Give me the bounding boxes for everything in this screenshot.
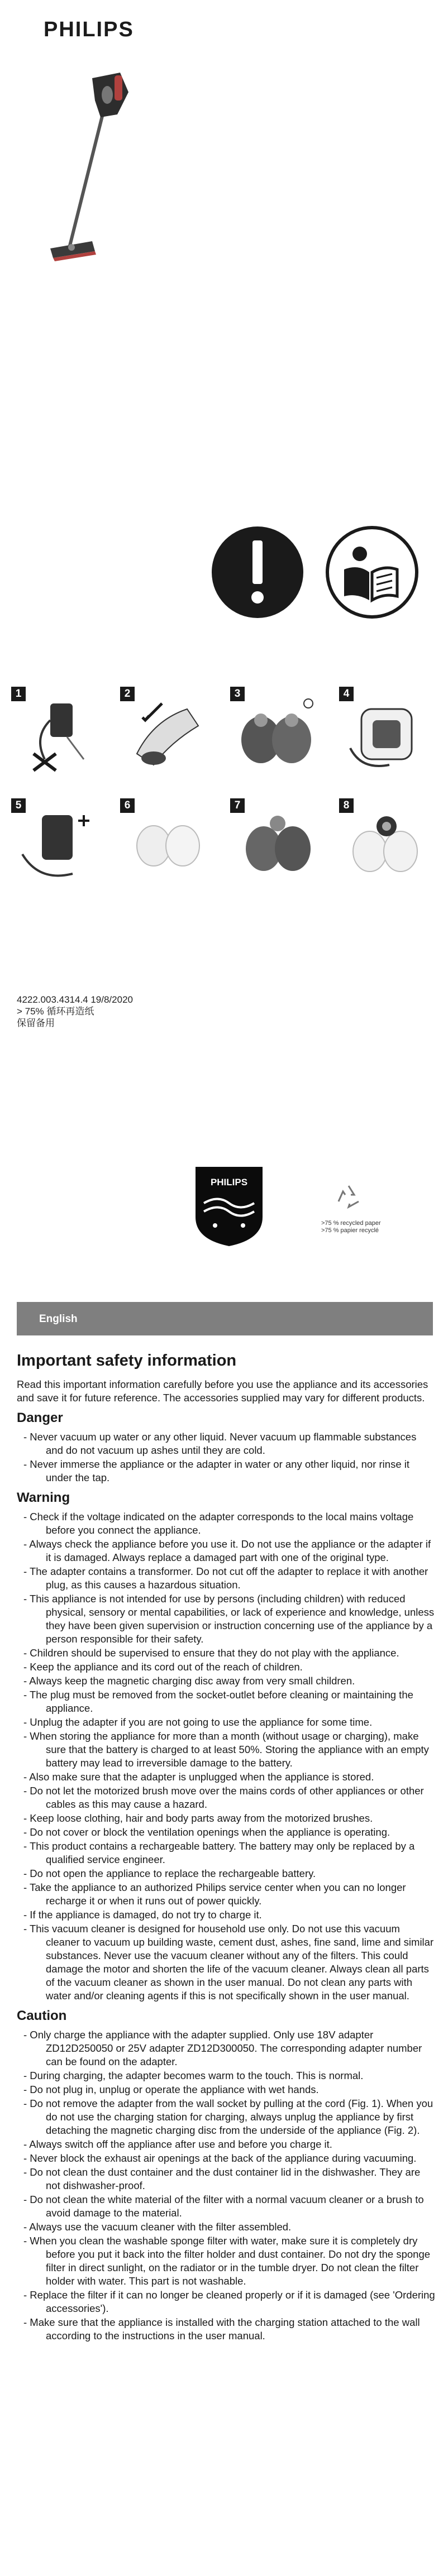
warning-heading: Warning — [17, 1490, 70, 1505]
list-item: - Only charge the appliance with the adapter supplied. Only use 18V adapter ZD12D250050 or 25V adapter ZD12D300050. The corresponding adapter number can be found on the adapter. — [23, 2029, 422, 2067]
figure-4 — [339, 687, 433, 776]
caution-heading: Caution — [17, 2008, 67, 2023]
list-item: - Do not cover or block the ventilation openings when the appliance is operating. — [23, 1826, 390, 1838]
language-label: English — [39, 1313, 78, 1325]
list-item: - Unplug the adapter if you are not going to use the appliance for some time. — [23, 1716, 373, 1728]
list-item: - Replace the filter if it can no longer be cleaned properly or if it is damaged (see 'Ordering accessories'). — [23, 2289, 435, 2314]
list-item: - Always use the vacuum cleaner with the filter assembled. — [23, 2221, 292, 2233]
list-item: - Children should be supervised to ensure that they do not play with the appliance. — [23, 1647, 399, 1659]
recycle-icon — [335, 1184, 362, 1209]
list-item: - Do not open the appliance to replace the rechargeable battery. — [23, 1868, 316, 1879]
recycled-paper-en: >75 % recycled paper — [321, 1220, 381, 1227]
reserve-note: 保留备用 — [17, 1018, 55, 1028]
list-item: - Make sure that the appliance is installed with the charging station attached to the wall according to the instructions in the user manual. — [23, 2316, 420, 2342]
list-item: - This appliance is not intended for use by persons (including children) with reduced physical, sensory or mental capabilities, or lack of experience and knowledge, unless they have been given supervision or instruction concerning use of the appliance by a person responsible for their safety. — [23, 1593, 435, 1645]
figure-number: 7 — [230, 798, 245, 813]
safety-section — [17, 1351, 436, 2343]
list-item: - Do not remove the adapter from the wall socket by pulling at the cord (Fig. 1). When you do not use the charging station for charging, always unplug the appliance by first detaching the magnetic charging disc from the underside of the appliance (Fig. 2). — [23, 2098, 433, 2136]
list-item: - Always check the appliance before you use it. Do not use the appliance or the adapter if it is damaged. Always replace a damaged part with one of the original type. — [23, 1538, 431, 1563]
recycled-paper-text — [321, 1220, 381, 1234]
list-item: - Do not let the motorized brush move over the mains cords of other appliances or other cables as this may cause a hazard. — [23, 1785, 424, 1810]
warning-and-manual-icons — [210, 525, 422, 620]
document-meta — [17, 994, 133, 1029]
recycled-paper-fr: >75 % papier recyclé — [321, 1227, 379, 1234]
figure-2 — [120, 687, 214, 776]
figure-number: 6 — [120, 798, 135, 813]
list-item: - When you clean the washable sponge filter with water, make sure it is completely dry before you put it back into the filter holder and dust container. Do not dry the sponge filter in direct sunlight, on the radiator or in the tumble dryer. Do not clean the filter holder with water. This part is not washable. — [23, 2235, 431, 2287]
figure-5 — [11, 798, 105, 888]
figure-6 — [120, 798, 214, 888]
list-item: - Keep loose clothing, hair and body parts away from the motorized brushes. — [23, 1812, 373, 1824]
figure-number: 8 — [339, 798, 354, 813]
philips-wordmark: PHILIPS — [44, 18, 134, 41]
danger-list — [17, 1430, 436, 1485]
stick-vacuum-illustration — [39, 61, 151, 268]
figure-number: 5 — [11, 798, 26, 813]
list-item: - Always keep the magnetic charging disc away from very small children. — [23, 1675, 355, 1687]
figure-number: 2 — [120, 687, 135, 701]
list-item: - This vacuum cleaner is designed for household use only. Do not use this vacuum cleaner to vacuum up building waste, cement dust, ashes, fine sand, lime and similar substances. Never use the vacuum cleaner without any of the filters. This could damage the motor and shorten the life of the vacuum cleaner. Always clean all parts of the vacuum cleaner as shown in the user manual. Do not clean any parts with water and/or cleaning agents if this is not specifically shown in the user manual. — [23, 1923, 434, 2002]
list-item: - The plug must be removed from the socket-outlet before cleaning or maintaining the appliance. — [23, 1689, 413, 1714]
list-item: - The adapter contains a transformer. Do not cut off the adapter to replace it with another plug, as this causes a hazardous situation. — [23, 1565, 428, 1591]
list-item: - Always switch off the appliance after use and before you charge it. — [23, 2138, 332, 2150]
list-item: - Never block the exhaust air openings at the back of the appliance during vacuuming. — [23, 2152, 417, 2164]
list-item: - Do not plug in, unplug or operate the appliance with wet hands. — [23, 2084, 319, 2095]
figure-number: 3 — [230, 687, 245, 701]
philips-shield-logo — [193, 1164, 265, 1248]
exclamation-circle-icon — [212, 526, 303, 618]
figure-number: 4 — [339, 687, 354, 701]
warning-list — [17, 1510, 436, 2003]
figure-number: 1 — [11, 687, 26, 701]
shield-wordmark: PHILIPS — [210, 1177, 248, 1188]
list-item: - During charging, the adapter becomes warm to the touch. This is normal. — [23, 2070, 364, 2081]
paper-note: > 75% 循环再造纸 — [17, 1006, 94, 1017]
language-bar — [17, 1302, 433, 1335]
list-item: - Never vacuum up water or any other liquid. Never vacuum up flammable substances and do not vacuum up ashes until they are cold. — [23, 1431, 417, 1456]
figure-1 — [11, 687, 105, 776]
document-code: 4222.003.4314.4 19/8/2020 — [17, 994, 133, 1005]
figure-8 — [339, 798, 433, 888]
list-item: - If the appliance is damaged, do not try to charge it. — [23, 1909, 262, 1921]
danger-heading: Danger — [17, 1410, 63, 1425]
list-item: - This product contains a rechargeable battery. The battery may only be replaced by a qualified service engineer. — [23, 1840, 415, 1865]
list-item: - Do not clean the white material of the filter with a normal vacuum cleaner or a brush to avoid damage to the material. — [23, 2194, 424, 2219]
list-item: - Keep the appliance and its cord out of the reach of children. — [23, 1661, 303, 1673]
caution-list — [17, 2028, 436, 2343]
read-manual-icon — [327, 528, 417, 617]
list-item: - Never immerse the appliance or the adapter in water or any other liquid, nor rinse it under the tap. — [23, 1458, 410, 1483]
safety-intro: Read this important information carefully before you use the appliance and its accessories and save it for future reference. The accessories supplied may vary for different products. — [17, 1378, 428, 1404]
figure-7 — [230, 798, 324, 888]
figure-3 — [230, 687, 324, 776]
list-item: - When storing the appliance for more than a month (without usage or charging), make sure that the battery is charged to at least 50%. Storing the appliance with an empty battery may lead to irreversible damage to the battery. — [23, 1730, 429, 1769]
list-item: - Take the appliance to an authorized Philips service center when you can no longer recharge it or when it runs out of power quickly. — [23, 1881, 406, 1907]
list-item: - Check if the voltage indicated on the adapter corresponds to the local mains voltage before you connect the appliance. — [23, 1511, 414, 1536]
safety-title: Important safety information — [17, 1352, 237, 1370]
list-item: - Do not clean the dust container and the dust container lid in the dishwasher. They are not dishwasher-proof. — [23, 2166, 421, 2191]
list-item: - Also make sure that the adapter is unplugged when the appliance is stored. — [23, 1771, 374, 1783]
